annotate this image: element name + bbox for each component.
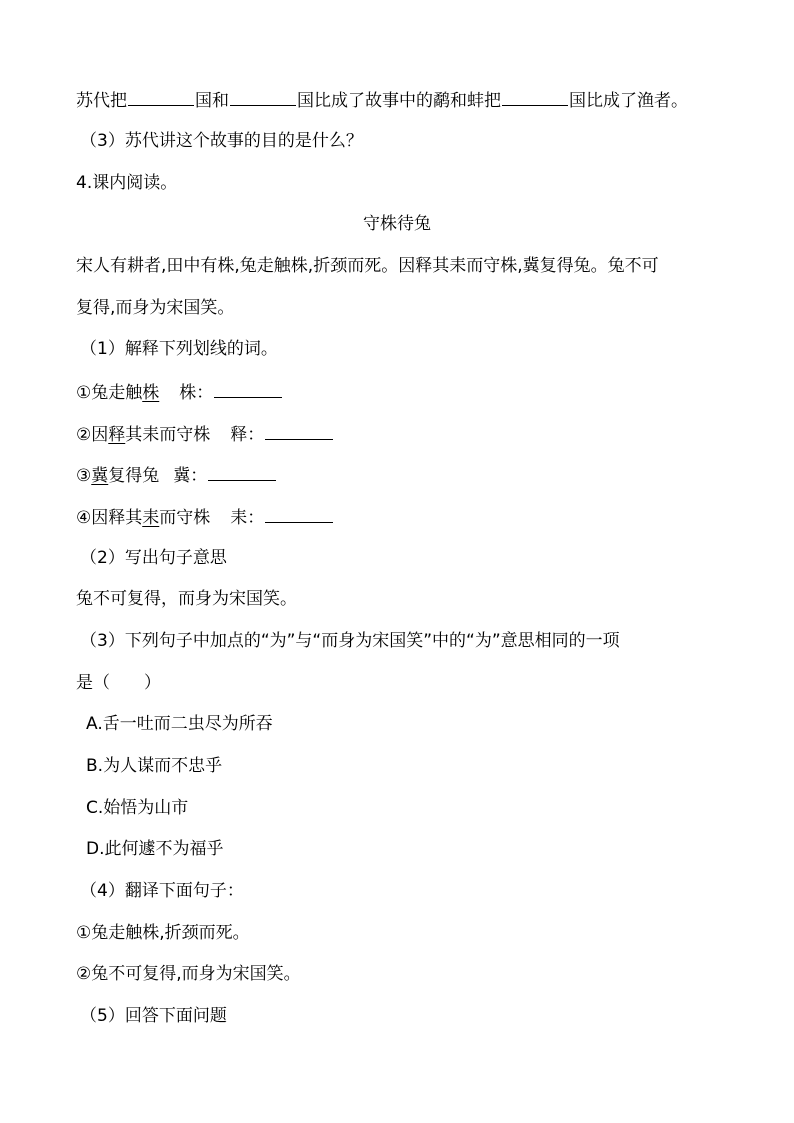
answer-blank[interactable] bbox=[265, 505, 333, 523]
option-d: D.此何遽不为福乎 bbox=[86, 839, 224, 859]
option-a: A.舌一吐而二虫尽为所吞 bbox=[86, 714, 273, 734]
option-b: B.为人谋而不忠乎 bbox=[86, 756, 223, 776]
vocab-term: 株： bbox=[179, 383, 214, 403]
vocab-term: 冀： bbox=[173, 466, 208, 486]
text-segment: 国和 bbox=[195, 91, 229, 111]
sub-question-1: （1）解释下列划线的词。 bbox=[80, 339, 278, 359]
answer-blank[interactable] bbox=[208, 463, 276, 481]
sub-question-2: （2）写出句子意思 bbox=[80, 548, 227, 568]
section-heading: 4.课内阅读。 bbox=[76, 173, 178, 193]
passage-line: 复得,而身为宋国笑。 bbox=[76, 298, 235, 318]
underlined-word: 冀 bbox=[91, 466, 109, 486]
vocab-text: ①兔走触 bbox=[76, 383, 143, 403]
answer-blank[interactable] bbox=[214, 380, 282, 398]
passage-title: 守株待兔 bbox=[363, 214, 431, 234]
answer-blank[interactable] bbox=[265, 422, 333, 440]
underlined-word: 释 bbox=[108, 425, 126, 445]
translate-item: ②兔不可复得,而身为宋国笑。 bbox=[76, 964, 301, 984]
text-segment: 国比成了故事中的鹬和蚌把 bbox=[297, 91, 501, 111]
answer-blank[interactable] bbox=[230, 88, 296, 106]
vocab-text: 而守株 bbox=[159, 508, 211, 528]
translate-item: ①兔走触株,折颈而死。 bbox=[76, 923, 250, 943]
vocab-text: 其耒而守株 bbox=[125, 425, 211, 445]
vocab-text: ③ bbox=[76, 466, 92, 486]
sub-question-3-cont: 是（ ） bbox=[76, 673, 161, 693]
sentence: 兔不可复得，而身为宋国笑。 bbox=[76, 589, 297, 609]
text-segment: 国比成了渔者。 bbox=[569, 91, 688, 111]
vocab-term: 释： bbox=[230, 425, 265, 445]
vocab-text: ④因释其 bbox=[76, 508, 143, 528]
passage-line: 宋人有耕者,田中有株,兔走触株,折颈而死。因释其耒而守株,冀复得兔。兔不可 bbox=[76, 256, 659, 276]
vocab-text: ②因 bbox=[76, 425, 109, 445]
answer-blank[interactable] bbox=[128, 88, 194, 106]
vocab-item bbox=[76, 422, 334, 446]
text-segment: 苏代把 bbox=[76, 91, 127, 111]
vocab-item bbox=[76, 463, 277, 487]
underlined-word: 株 bbox=[142, 383, 160, 403]
vocab-item bbox=[76, 380, 283, 404]
option-c: C.始悟为山市 bbox=[86, 798, 189, 818]
sub-question-4: （4）翻译下面句子： bbox=[80, 881, 244, 901]
sub-question-5: （5）回答下面问题 bbox=[80, 1006, 227, 1026]
vocab-term: 耒： bbox=[230, 508, 265, 528]
sub-question-3: （3）下列句子中加点的“为”与“而身为宋国笑”中的“为”意思相同的一项 bbox=[80, 631, 620, 651]
underlined-word: 耒 bbox=[142, 508, 160, 528]
vocab-text: 复得兔 bbox=[108, 466, 160, 486]
fill-blank-sentence bbox=[76, 88, 688, 112]
sub-question-3: （3）苏代讲这个故事的目的是什么？ bbox=[80, 131, 363, 151]
vocab-item bbox=[76, 505, 334, 529]
answer-blank[interactable] bbox=[502, 88, 568, 106]
